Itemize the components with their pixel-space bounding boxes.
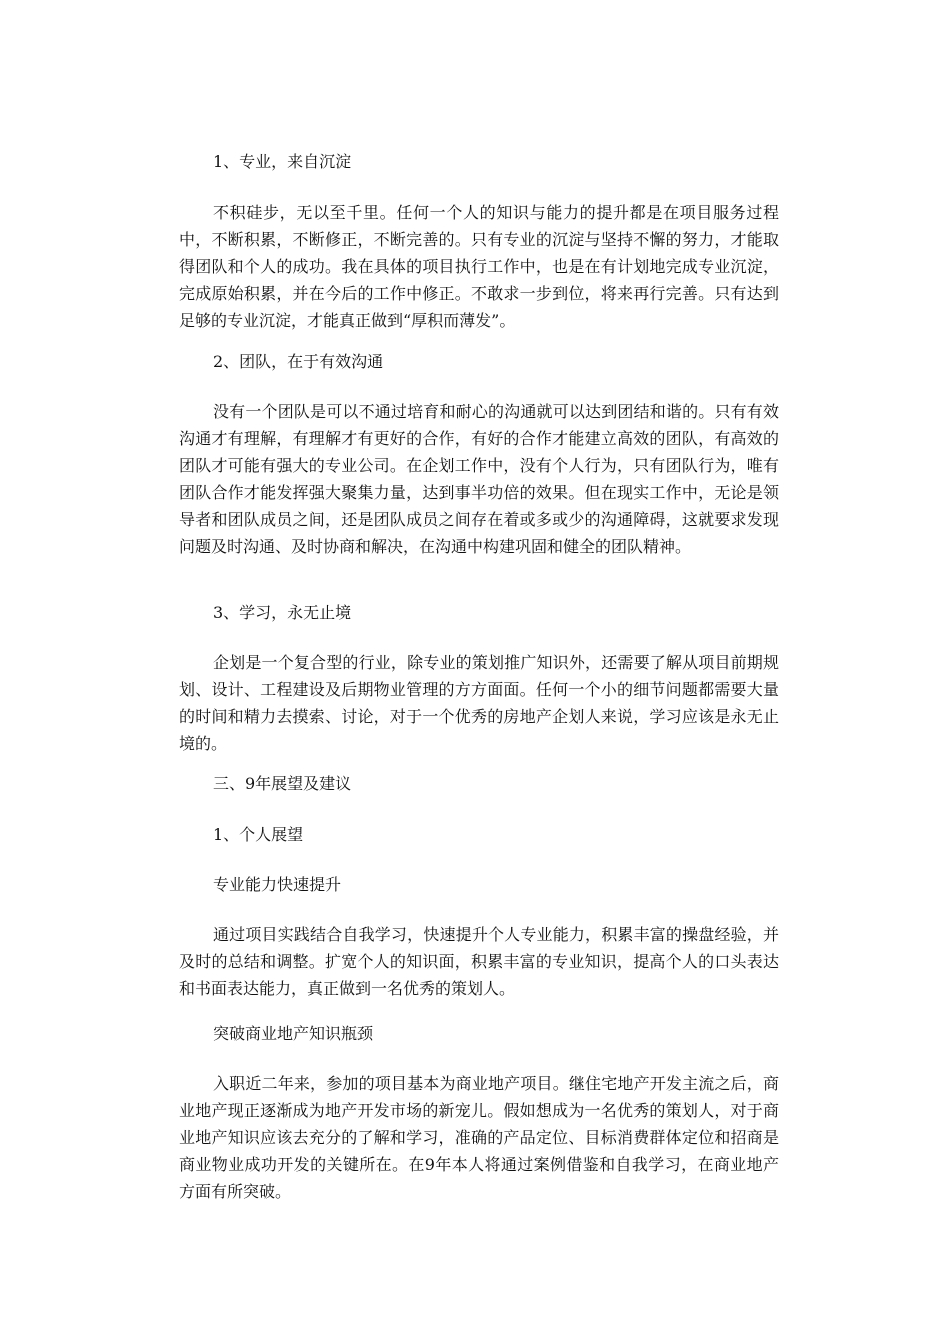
paragraph-text: 不积硅步，无以至千里。任何一个人的知识与能力的提升都是在项目服务过程中，不断积累，不断修正，不断完善的。只有专业的沉淀与坚持不懈的努力，才能取得团队和个人的成功。我在具体的项目执行工作中，也是在有计划地完成专业沉淀，完成原始积累，并在今后的工作中修正。不敢求一步到位，将来再行完善。只有达到足够的专业沉淀，才能真正做到“厚积而薄发”。 (179, 203, 779, 330)
section-heading-learning: 3、学习，永无止境 (213, 603, 352, 622)
subheading-commercial-real-estate: 突破商业地产知识瓶颈 (213, 1024, 374, 1043)
paragraph-text: 通过项目实践结合自我学习，快速提升个人专业能力，积累丰富的操盘经验，并及时的总结和调整。扩宽个人的知识面，积累丰富的专业知识，提高个人的口头表达和书面表达能力，真正做到一名优秀的策划人。 (179, 925, 779, 998)
paragraph-professional (179, 199, 779, 334)
paragraph-skill-improvement (179, 921, 779, 1002)
paragraph-text: 入职近二年来，参加的项目基本为商业地产项目。继住宅地产开发主流之后，商业地产现正逐渐成为地产开发市场的新宠儿。假如想成为一名优秀的策划人，对于商业地产知识应该去充分的了解和学习，准确的产品定位、目标消费群体定位和招商是商业物业成功开发的关键所在。在9年本人将通过案例借鉴和自我学习，在商业地产方面有所突破。 (179, 1074, 779, 1201)
paragraph-text: 没有一个团队是可以不通过培育和耐心的沟通就可以达到团结和谐的。只有有效沟通才有理解，有理解才有更好的合作，有好的合作才能建立高效的团队，有高效的团队才可能有强大的专业公司。在企划工作中，没有个人行为，只有团队行为，唯有团队合作才能发挥强大聚集力量，达到事半功倍的效果。但在现实工作中，无论是领导者和团队成员之间，还是团队成员之间存在着或多或少的沟通障碍，这就要求发现问题及时沟通、及时协商和解决，在沟通中构建巩固和健全的团队精神。 (179, 402, 779, 556)
paragraph-team (179, 398, 779, 560)
section-heading-personal-outlook: 1、个人展望 (213, 825, 304, 844)
chapter-heading-outlook: 三、9年展望及建议 (213, 774, 352, 793)
paragraph-text: 企划是一个复合型的行业，除专业的策划推广知识外，还需要了解从项目前期规划、设计、工程建设及后期物业管理的方方面面。任何一个小的细节问题都需要大量的时间和精力去摸索、讨论，对于一个优秀的房地产企划人来说，学习应该是永无止境的。 (179, 653, 779, 753)
section-heading-team: 2、团队，在于有效沟通 (213, 352, 384, 371)
paragraph-learning (179, 649, 779, 757)
section-heading-professional: 1、专业，来自沉淀 (213, 152, 352, 171)
paragraph-commercial-real-estate (179, 1070, 779, 1205)
subheading-skill-improvement: 专业能力快速提升 (213, 875, 342, 894)
